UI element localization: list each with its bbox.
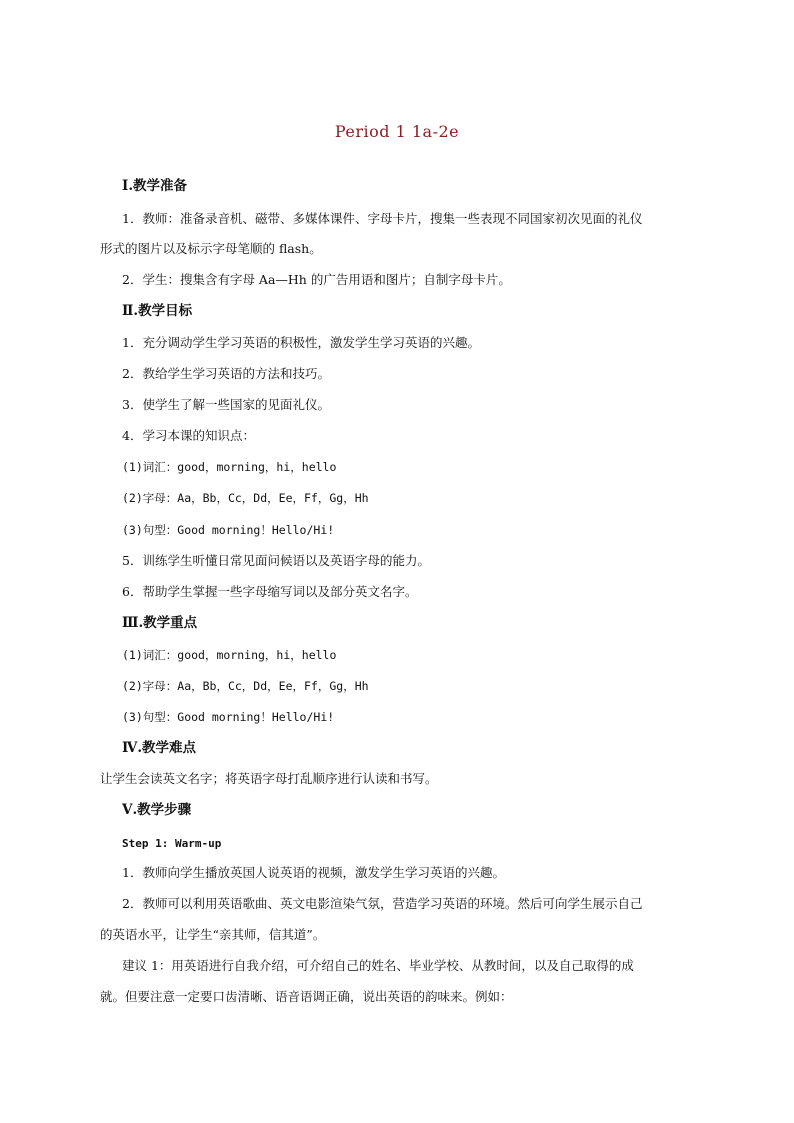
heading-key-points: Ⅲ.教学重点 xyxy=(122,615,198,631)
paragraph-line: 1．充分调动学生学习英语的积极性，激发学生学习英语的兴趣。 xyxy=(122,335,480,350)
heading-steps: Ⅴ.教学步骤 xyxy=(122,802,192,818)
paragraph-line: 建议 1：用英语进行自我介绍，可介绍自己的姓名、毕业学校、从教时间，以及自己取得的成 xyxy=(122,958,634,973)
paragraph-line: 2．学生：搜集含有字母 Aa—Hh 的广告用语和图片；自制字母卡片。 xyxy=(122,272,511,287)
heading-preparation: Ⅰ.教学准备 xyxy=(122,178,188,194)
paragraph-line: (2)字母：Aa，Bb，Cc，Dd，Ee，Ff，Gg，Hh xyxy=(122,491,369,505)
paragraph-line: 5．训练学生听懂日常见面问候语以及英语字母的能力。 xyxy=(122,553,430,568)
paragraph-line: (3)句型：Good morning！Hello/Hi! xyxy=(122,523,335,537)
paragraph-line: 就。但要注意一定要口齿清晰、语音语调正确，说出英语的韵味来。例如： xyxy=(100,989,513,1004)
paragraph-line: (3)句型：Good morning！Hello/Hi! xyxy=(122,710,335,724)
paragraph-line: 3．使学生了解一些国家的见面礼仪。 xyxy=(122,397,330,412)
heading-difficulties: Ⅳ.教学难点 xyxy=(122,740,197,756)
paragraph-line: 4．学习本课的知识点： xyxy=(122,428,255,443)
heading-objectives: Ⅱ.教学目标 xyxy=(122,303,193,319)
paragraph-line: 形式的图片以及标示字母笔顺的 flash。 xyxy=(100,241,322,256)
paragraph-line: 的英语水平，让学生“亲其师，信其道”。 xyxy=(100,927,326,942)
paragraph-line: (1)词汇：good，morning，hi，hello xyxy=(122,648,337,662)
paragraph-line: 1．教师向学生播放英国人说英语的视频，激发学生学习英语的兴趣。 xyxy=(122,865,505,880)
paragraph-line: 1．教师：准备录音机、磁带、多媒体课件、字母卡片，搜集一些表现不同国家初次见面的礼仪 xyxy=(122,211,643,226)
paragraph-line: (2)字母：Aa，Bb，Cc，Dd，Ee，Ff，Gg，Hh xyxy=(122,679,369,693)
paragraph-line: 2．教师可以利用英语歌曲、英文电影渲染气氛，营造学习英语的环境。然后可向学生展示自己 xyxy=(122,896,643,911)
paragraph-line: 6．帮助学生掌握一些字母缩写词以及部分英文名字。 xyxy=(122,584,418,599)
page-title: Period 1 1a-2e xyxy=(334,122,460,141)
step-title: Step 1: Warm-up xyxy=(122,837,222,850)
paragraph-line: 2．教给学生学习英语的方法和技巧。 xyxy=(122,366,330,381)
paragraph-line: (1)词汇：good，morning，hi，hello xyxy=(122,460,337,474)
paragraph-line: 让学生会读英文名字；将英语字母打乱顺序进行认读和书写。 xyxy=(100,771,438,786)
